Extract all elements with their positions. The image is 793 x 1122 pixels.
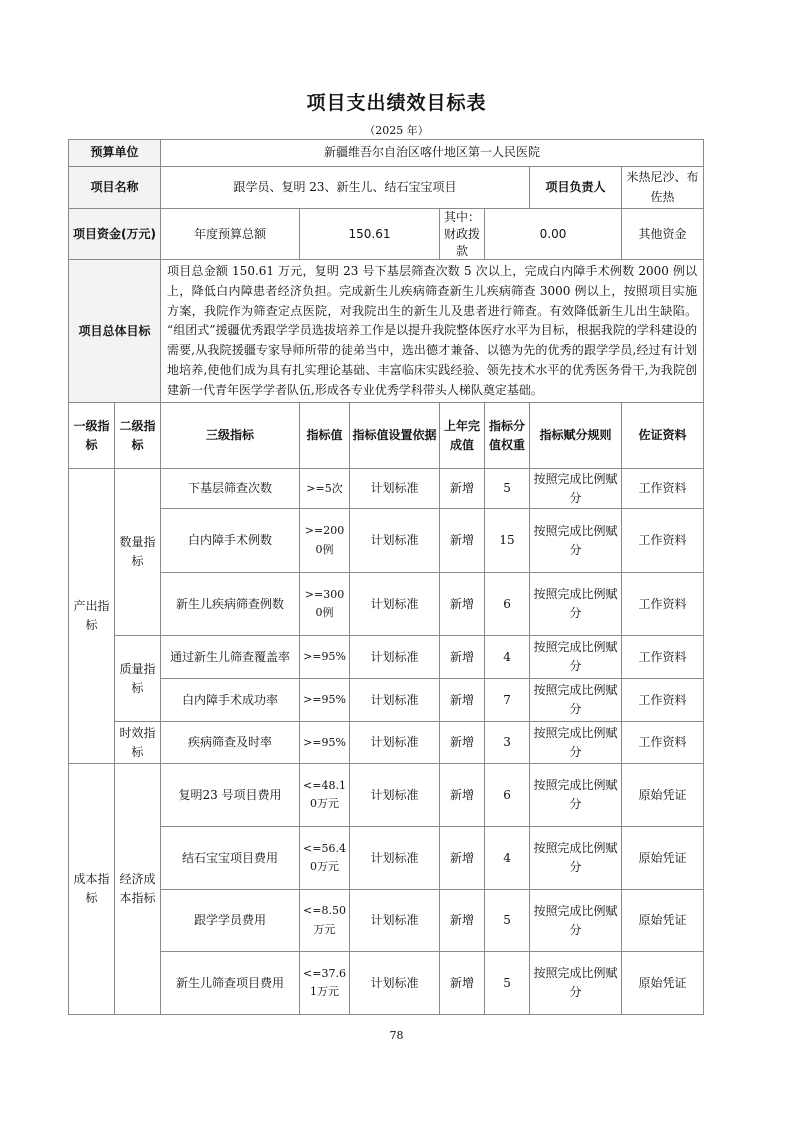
responsible-label: 项目负责人 xyxy=(530,167,622,209)
indicator-name: 通过新生儿筛查覆盖率 xyxy=(161,636,300,679)
indicator-name: 白内障手术成功率 xyxy=(161,679,300,722)
group-cost: 成本指标 xyxy=(69,764,115,1015)
indicator-last: 新增 xyxy=(440,636,485,679)
indicator-last: 新增 xyxy=(440,679,485,722)
indicator-basis: 计划标准 xyxy=(350,890,440,952)
fiscal-value: 0.00 xyxy=(485,209,622,260)
unit-label: 预算单位 xyxy=(69,140,161,167)
indicator-evidence: 工作资料 xyxy=(622,573,704,636)
indicator-value: >=2000例 xyxy=(300,509,350,573)
indicator-value: <=48.10万元 xyxy=(300,764,350,827)
indicator-last: 新增 xyxy=(440,509,485,573)
indicator-value: >=95% xyxy=(300,722,350,764)
header-evidence: 佐证资料 xyxy=(622,403,704,469)
indicator-name: 新生儿筛查项目费用 xyxy=(161,952,300,1015)
indicator-name: 下基层筛查次数 xyxy=(161,469,300,509)
indicator-evidence: 工作资料 xyxy=(622,509,704,573)
indicator-evidence: 原始凭证 xyxy=(622,827,704,890)
indicator-weight: 6 xyxy=(485,573,530,636)
indicator-weight: 5 xyxy=(485,890,530,952)
indicator-evidence: 原始凭证 xyxy=(622,890,704,952)
group-output: 产出指标 xyxy=(69,469,115,764)
indicator-basis: 计划标准 xyxy=(350,952,440,1015)
indicator-rule: 按照完成比例赋分 xyxy=(530,952,622,1015)
indicator-value: <=56.40万元 xyxy=(300,827,350,890)
goal-label: 项目总体目标 xyxy=(69,260,161,403)
table-row xyxy=(69,764,704,827)
goal-text: 项目总金额 150.61 万元，复明 23 号下基层筛查次数 5 次以上，完成白内障手术例数 2000 例以上，降低白内障患者经济负担。完成新生儿疾病筛查新生儿疾病筛查 3000 例以上，按照项目实施方案，我院作为筛查定点医院，对我院出生的新生儿及患者进行筛查。有效降低新生儿出生缺陷。 “组团式”援疆优秀跟学学员选拔培养工作是以提升我院整体医疗水平为目标，根据我院的学科建设的需要,从我院援疆专家导师所带的徒弟当中，选出德才兼备、以德为先的优秀的跟学学员,经过有计划地培养,使他们成为具有扎实理论基础、丰富临床实践经验、领先技术水平的优秀医务骨干,为我院创建新一代青年医学学者队伍,形成各专业优秀学科带头人梯队奠定基础。 xyxy=(161,260,704,403)
indicator-basis: 计划标准 xyxy=(350,764,440,827)
indicator-last: 新增 xyxy=(440,469,485,509)
indicator-value: >=5次 xyxy=(300,469,350,509)
indicator-basis: 计划标准 xyxy=(350,469,440,509)
header-level2: 二级指标 xyxy=(115,403,161,469)
indicator-value: >=95% xyxy=(300,679,350,722)
indicator-name: 新生儿疾病筛查例数 xyxy=(161,573,300,636)
group-quality: 质量指标 xyxy=(115,636,161,722)
indicator-evidence: 工作资料 xyxy=(622,722,704,764)
other-label: 其他资金 xyxy=(622,209,704,260)
indicator-evidence: 工作资料 xyxy=(622,636,704,679)
table-row xyxy=(69,722,704,764)
indicator-rule: 按照完成比例赋分 xyxy=(530,679,622,722)
performance-target-table xyxy=(68,139,704,1015)
header-last-year: 上年完成值 xyxy=(440,403,485,469)
indicator-rule: 按照完成比例赋分 xyxy=(530,469,622,509)
indicator-value: >=3000例 xyxy=(300,573,350,636)
indicator-rule: 按照完成比例赋分 xyxy=(530,722,622,764)
table-row xyxy=(69,509,704,573)
group-timeliness: 时效指标 xyxy=(115,722,161,764)
indicator-last: 新增 xyxy=(440,764,485,827)
indicator-last: 新增 xyxy=(440,827,485,890)
indicator-weight: 15 xyxy=(485,509,530,573)
indicator-weight: 6 xyxy=(485,764,530,827)
indicator-rule: 按照完成比例赋分 xyxy=(530,509,622,573)
indicator-value: >=95% xyxy=(300,636,350,679)
indicator-basis: 计划标准 xyxy=(350,722,440,764)
indicator-rule: 按照完成比例赋分 xyxy=(530,573,622,636)
page-number: 78 xyxy=(389,1029,404,1042)
indicator-basis: 计划标准 xyxy=(350,827,440,890)
indicator-name: 复明23 号项目费用 xyxy=(161,764,300,827)
indicator-name: 疾病筛查及时率 xyxy=(161,722,300,764)
header-level1: 一级指标 xyxy=(69,403,115,469)
indicator-last: 新增 xyxy=(440,890,485,952)
header-level3: 三级指标 xyxy=(161,403,300,469)
indicator-last: 新增 xyxy=(440,722,485,764)
header-value: 指标值 xyxy=(300,403,350,469)
indicator-rule: 按照完成比例赋分 xyxy=(530,764,622,827)
year-label: （2025 年） xyxy=(364,124,429,137)
indicator-evidence: 原始凭证 xyxy=(622,764,704,827)
indicator-basis: 计划标准 xyxy=(350,679,440,722)
project-name-label: 项目名称 xyxy=(69,167,161,209)
indicator-value: <=8.50万元 xyxy=(300,890,350,952)
fiscal-label: 其中：财政拨款 xyxy=(440,209,485,260)
indicator-evidence: 工作资料 xyxy=(622,469,704,509)
table-row xyxy=(69,469,704,509)
indicator-evidence: 原始凭证 xyxy=(622,952,704,1015)
indicator-weight: 4 xyxy=(485,636,530,679)
header-rule: 指标赋分规则 xyxy=(530,403,622,469)
table-row xyxy=(69,679,704,722)
header-weight: 指标分值权重 xyxy=(485,403,530,469)
page-title: 项目支出绩效目标表 xyxy=(306,92,487,114)
indicator-last: 新增 xyxy=(440,952,485,1015)
group-econ-cost: 经济成本指标 xyxy=(115,764,161,1015)
indicator-basis: 计划标准 xyxy=(350,573,440,636)
indicator-weight: 4 xyxy=(485,827,530,890)
group-quantity: 数量指标 xyxy=(115,469,161,636)
table-row xyxy=(69,890,704,952)
indicator-weight: 3 xyxy=(485,722,530,764)
indicator-weight: 5 xyxy=(485,469,530,509)
indicator-weight: 7 xyxy=(485,679,530,722)
indicator-rule: 按照完成比例赋分 xyxy=(530,827,622,890)
table-row xyxy=(69,952,704,1015)
indicator-last: 新增 xyxy=(440,573,485,636)
indicator-rule: 按照完成比例赋分 xyxy=(530,636,622,679)
table-row xyxy=(69,636,704,679)
unit-value: 新疆维吾尔自治区喀什地区第一人民医院 xyxy=(161,140,704,167)
header-basis: 指标值设置依据 xyxy=(350,403,440,469)
indicator-evidence: 工作资料 xyxy=(622,679,704,722)
annual-budget-value: 150.61 xyxy=(300,209,440,260)
responsible-value: 米热尼沙、布佐热 xyxy=(622,167,704,209)
indicator-name: 跟学学员费用 xyxy=(161,890,300,952)
indicator-value: <=37.61万元 xyxy=(300,952,350,1015)
funds-label: 项目资金(万元) xyxy=(69,209,161,260)
indicator-weight: 5 xyxy=(485,952,530,1015)
project-name-value: 跟学员、复明 23、新生儿、结石宝宝项目 xyxy=(161,167,530,209)
indicator-basis: 计划标准 xyxy=(350,636,440,679)
annual-budget-label: 年度预算总额 xyxy=(161,209,300,260)
indicator-name: 白内障手术例数 xyxy=(161,509,300,573)
indicator-basis: 计划标准 xyxy=(350,509,440,573)
indicator-rule: 按照完成比例赋分 xyxy=(530,890,622,952)
table-row xyxy=(69,827,704,890)
table-row xyxy=(69,573,704,636)
indicator-name: 结石宝宝项目费用 xyxy=(161,827,300,890)
